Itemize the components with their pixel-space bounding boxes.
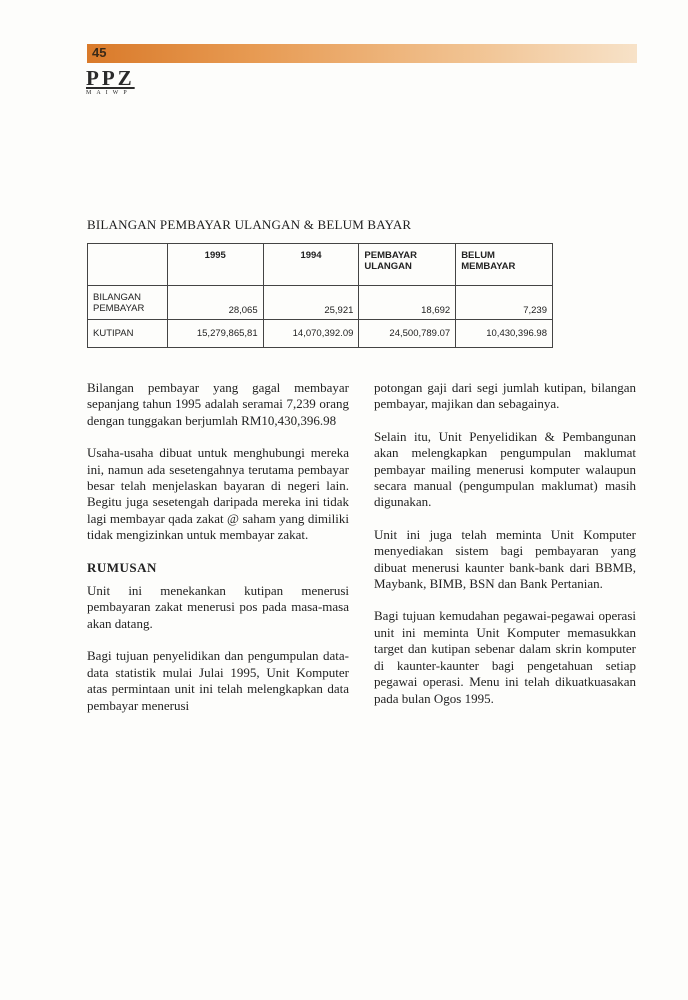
table-header-blank xyxy=(88,244,168,286)
statistics-table xyxy=(87,243,553,348)
table-cell: 7,239 xyxy=(456,286,553,320)
table-header-row xyxy=(88,244,553,286)
row-label-kutipan: KUTIPAN xyxy=(88,320,168,348)
table-cell: 28,065 xyxy=(167,286,263,320)
right-column xyxy=(374,380,636,723)
table-header-belum-membayar: BELUM MEMBAYAR xyxy=(456,244,553,286)
paragraph: Bagi tujuan kemudahan pegawai-pegawai operasi unit ini meminta Unit Komputer memasukkan target dan kutipan sebenar dalam skrin komputer di kaunter-kaunter bagi pengetahuan setiap pegawai operasi. Menu ini telah dikuatkuasakan pada bulan Ogos 1995. xyxy=(374,608,636,706)
table-row xyxy=(88,320,553,348)
page-number: 45 xyxy=(92,45,107,60)
table-cell: 18,692 xyxy=(359,286,456,320)
logo-sub-text: MAIWP xyxy=(86,90,132,96)
header-band xyxy=(87,44,637,63)
row-label-bilangan-pembayar: BILANGAN PEMBAYAR xyxy=(88,286,168,320)
section-title: BILANGAN PEMBAYAR ULANGAN & BELUM BAYAR xyxy=(87,217,412,232)
table-cell: 25,921 xyxy=(263,286,359,320)
paragraph: Unit ini menekankan kutipan menerusi pembayaran zakat menerusi pos pada masa-masa akan datang. xyxy=(87,583,349,631)
paragraph: Unit ini juga telah meminta Unit Komputer menyediakan sistem bagi pembayaran yang dibuat menerusi kaunter bank-bank dari BBMB, Maybank, BIMB, BSN dan Bank Pertanian. xyxy=(374,526,636,592)
left-column xyxy=(87,380,349,730)
paragraph: Bagi tujuan penyelidikan dan pengumpulan data-data statistik mulai Julai 1995, Unit Komputer atas permintaan unit ini telah melengkapkan data pembayar menerusi xyxy=(87,648,349,713)
paragraph: Usaha-usaha dibuat untuk menghubungi mereka ini, namun ada sesetengahnya terutama pembayar besar telah menjelaskan bayaran di negeri lain. Begitu juga sesetengah daripada mereka ini tidak lagi membayar qada zakat @ saham yang dimiliki tidak mengizinkan untuk membayar zakat. xyxy=(87,445,349,543)
paragraph: Bilangan pembayar yang gagal membayar sepanjang tahun 1995 adalah seramai 7,239 orang dengan tunggakan berjumlah RM10,430,396.98 xyxy=(87,380,349,428)
table-cell: 15,279,865,81 xyxy=(167,320,263,348)
table-cell: 24,500,789.07 xyxy=(359,320,456,348)
table-header-1995: 1995 xyxy=(167,244,263,286)
table-header-1994: 1994 xyxy=(263,244,359,286)
paragraph: potongan gaji dari segi jumlah kutipan, bilangan pembayar, majikan dan sebagainya. xyxy=(374,380,636,412)
paragraph: Selain itu, Unit Penyelidikan & Pembangunan akan melengkapkan pengumpulan maklumat pembayar mailing menerusi komputer walaupun secara manual (pengumpulan maklumat) masih digunakan. xyxy=(374,428,636,510)
ppz-logo xyxy=(86,68,135,96)
table-header-pembayar-ulangan: PEMBAYAR ULANGAN xyxy=(359,244,456,286)
logo-main-text: PPZ xyxy=(86,66,135,90)
rumusan-heading: RUMUSAN xyxy=(87,559,157,575)
table-row xyxy=(88,286,553,320)
table-cell: 14,070,392.09 xyxy=(263,320,359,348)
table-cell: 10,430,396.98 xyxy=(456,320,553,348)
